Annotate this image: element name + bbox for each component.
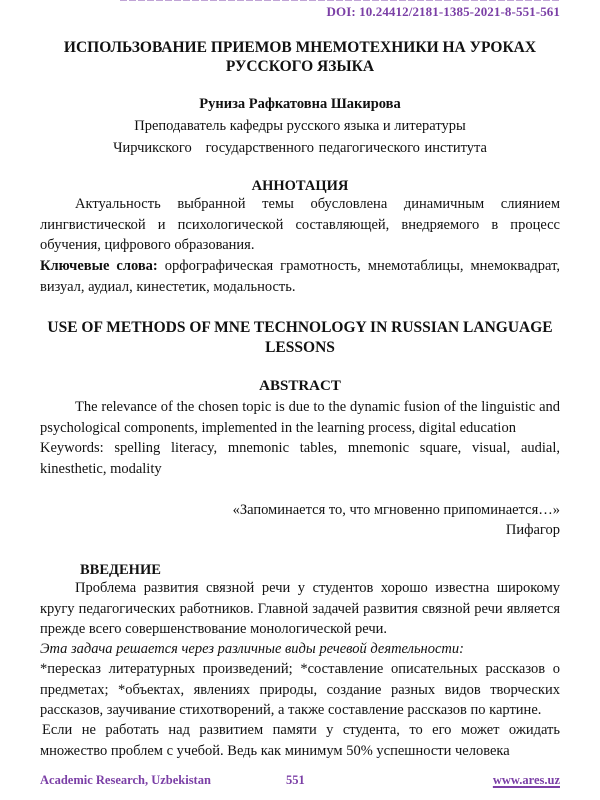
keywords-en: Keywords: spelling literacy, mnemonic tables, mnemonic square, visual, audial, kinesthetic, modality xyxy=(40,440,560,477)
article-title-ru xyxy=(40,38,560,76)
introduction-paragraph: Проблема развития связной речи у студентов хорошо известна широкому кругу педагогических работников. Главной задачей развития связной речи является прежде всего совершенствование монологической речи. xyxy=(40,580,560,637)
footer-journal-name: Academic Research, Uzbekistan xyxy=(40,773,211,787)
footer-website-link[interactable]: www.ares.uz xyxy=(492,773,560,787)
introduction-heading: ВВЕДЕНИЕ xyxy=(80,562,161,578)
clipped-header-text xyxy=(120,0,560,1)
epigraph-quote: «Запоминается то, что мгновенно припоминается…» xyxy=(232,502,560,518)
author-name: Руниза Рафкатовна Шакирова xyxy=(199,96,401,112)
title-ru-line-2: РУССКОГО ЯЗЫКА xyxy=(225,58,375,75)
abstract-heading: ABSTRACT xyxy=(259,378,341,394)
abstract-text: The relevance of the chosen topic is due to the dynamic fusion of the linguistic and psychological components, implemented in the learning process, digital education xyxy=(40,399,560,436)
title-ru-line-1: ИСПОЛЬЗОВАНИЕ ПРИЕМОВ МНЕМОТЕХНИКИ НА УРОКАХ xyxy=(63,39,537,56)
article-title-en xyxy=(40,318,560,358)
title-en-line-2: LESSONS xyxy=(265,339,335,356)
author-affiliation-line-1: Преподаватель кафедры русского языка и литературы xyxy=(134,118,466,134)
keywords-ru-label: Ключевые слова: xyxy=(40,258,158,274)
epigraph-author: Пифагор xyxy=(505,522,560,538)
author-affiliation-line-2: Чирчикского государственного педагогического института xyxy=(113,140,487,156)
footer-page-number: 551 xyxy=(286,773,305,787)
keywords-ru xyxy=(40,256,560,297)
introduction-italic-line: Эта задача решается через различные виды речевой деятельности: xyxy=(40,641,464,657)
introduction-activities-list: *пересказ литературных произведений; *составление описательных рассказов о предметах; *объектах, явлениях природы, создание разных видов творческих рассказов, заучивание стихотворений, а также составление рассказов по картине. xyxy=(40,661,560,718)
annotation-heading: АННОТАЦИЯ xyxy=(251,178,349,194)
doi-label[interactable]: DOI: 10.24412/2181-1385-2021-8-551-561 xyxy=(326,4,560,19)
journal-header-clipped xyxy=(120,0,560,1)
annotation-text: Актуальность выбранной темы обусловлена динамичным слиянием лингвистической и психологической составляющей, внедряемого в процесс обучения, цифрового образования. xyxy=(40,196,560,253)
introduction-memory-paragraph: Если не работать над развитием памяти у студента, то его может ожидать множество проблем с учебой. Ведь как минимум 50% успешности человека xyxy=(40,722,560,759)
title-en-line-1: USE OF METHODS OF MNE TECHNOLOGY IN RUSSIAN LANGUAGE xyxy=(47,319,553,336)
keywords-ru-list: орфографическая грамотность, мнемотаблицы, мнемоквадрат, визуал, аудиал, кинестетик, модальность. xyxy=(40,258,560,295)
page-footer xyxy=(40,773,560,791)
